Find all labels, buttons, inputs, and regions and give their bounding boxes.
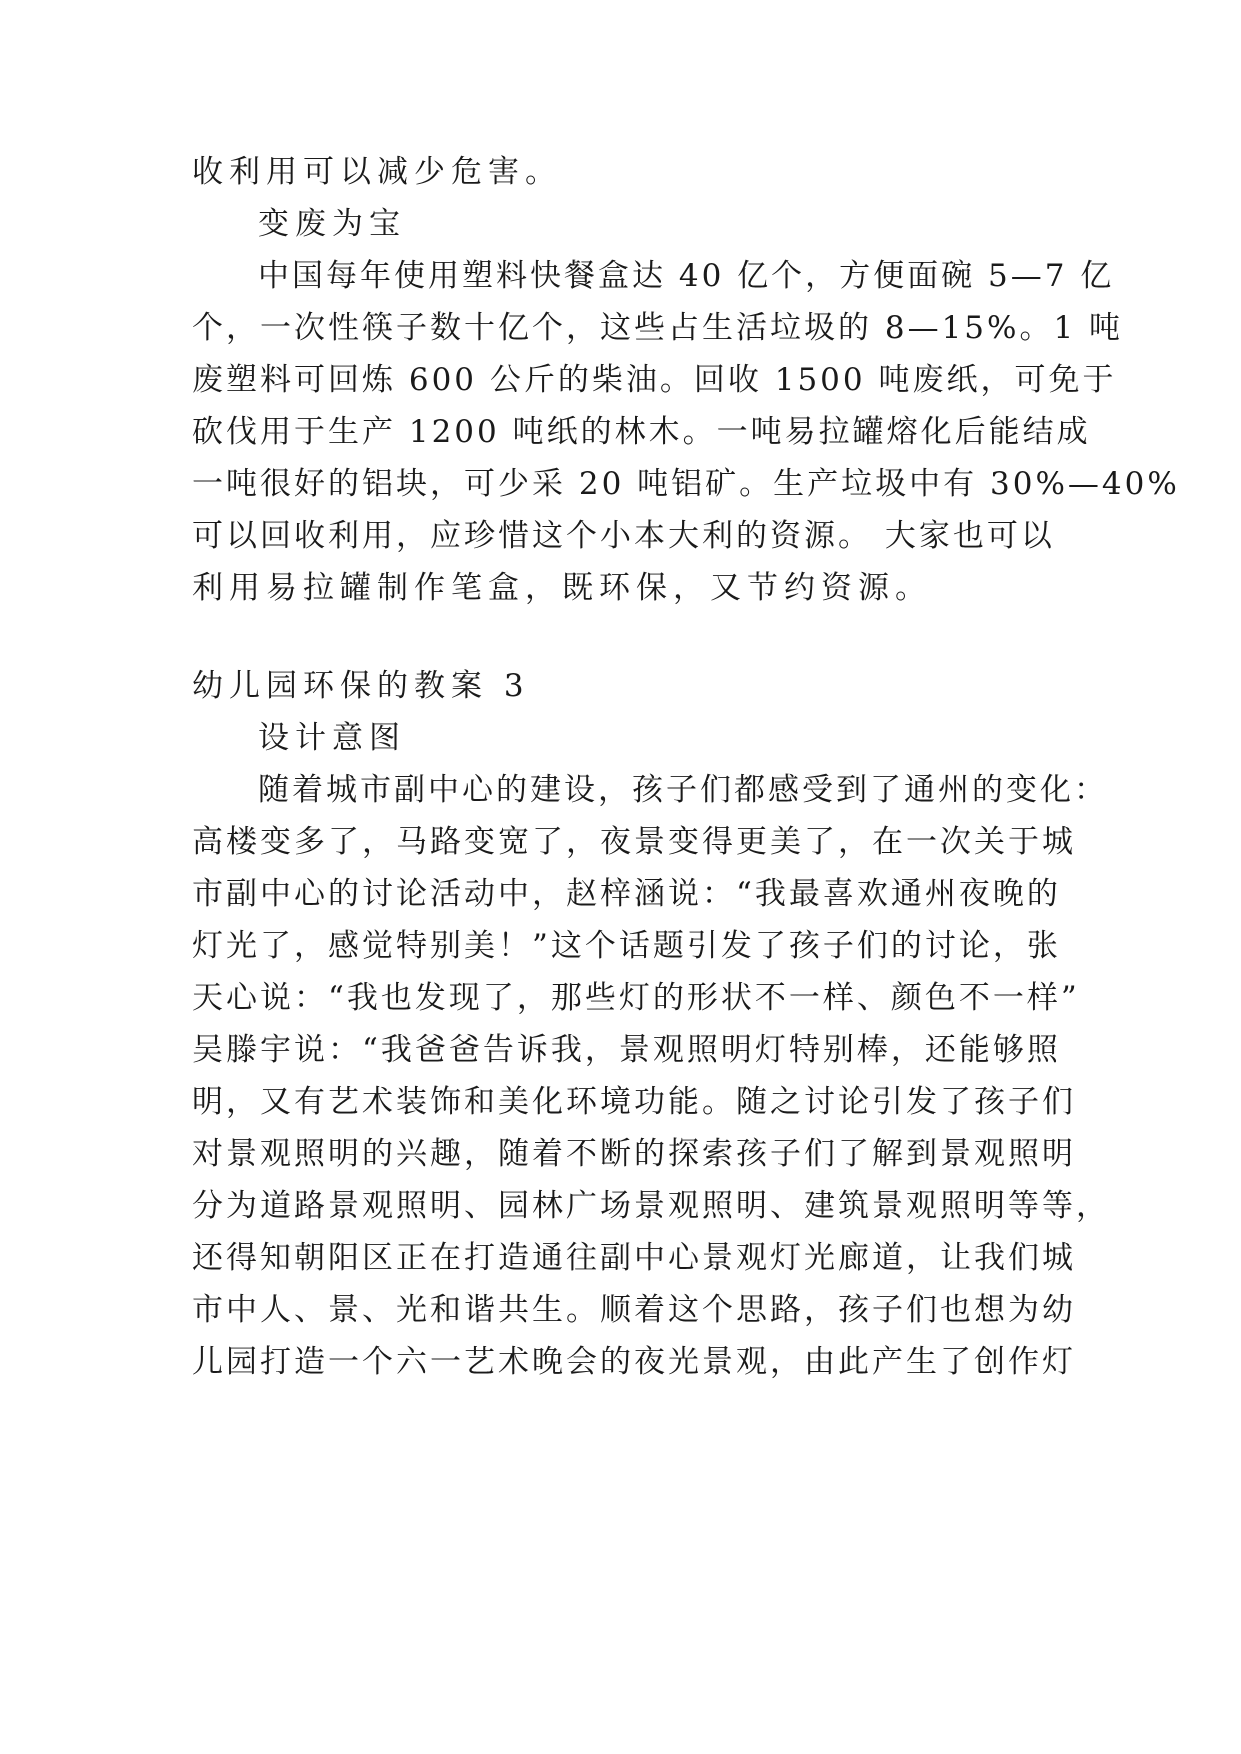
section-heading-design-intent: 设计意图 bbox=[258, 720, 406, 756]
paragraph-line: 市中人、景、光和谐共生。顺着这个思路，孩子们也想为幼 bbox=[192, 1292, 1076, 1328]
paragraph-line: 灯光了，感觉特别美！”这个话题引发了孩子们的讨论，张 bbox=[192, 928, 1061, 964]
continuation-text: 收利用可以减少危害。 bbox=[192, 154, 562, 190]
section-title: 幼儿园环保的教案 3 bbox=[192, 668, 530, 704]
paragraph-line: 随着城市副中心的建设，孩子们都感受到了通州的变化： bbox=[258, 772, 1108, 808]
paragraph-line: 天心说：“我也发现了，那些灯的形状不一样、颜色不一样” bbox=[192, 980, 1080, 1016]
paragraph-line: 利用易拉罐制作笔盒，既环保，又节约资源。 bbox=[192, 570, 932, 606]
paragraph-line: 一吨很好的铝块，可少采 20 吨铝矿。生产垃圾中有 30%—40% bbox=[192, 466, 1180, 502]
paragraph-line: 高楼变多了，马路变宽了，夜景变得更美了，在一次关于城 bbox=[192, 824, 1076, 860]
paragraph-line: 废塑料可回炼 600 公斤的柴油。回收 1500 吨废纸，可免于 bbox=[192, 362, 1117, 398]
paragraph-line: 儿园打造一个六一艺术晚会的夜光景观，由此产生了创作灯 bbox=[192, 1344, 1076, 1380]
paragraph-line: 中国每年使用塑料快餐盒达 40 亿个，方便面碗 5—7 亿 bbox=[258, 258, 1115, 294]
paragraph-line: 明，又有艺术装饰和美化环境功能。随之讨论引发了孩子们 bbox=[192, 1084, 1076, 1120]
paragraph-line: 还得知朝阳区正在打造通往副中心景观灯光廊道，让我们城 bbox=[192, 1240, 1076, 1276]
paragraph-line: 市副中心的讨论活动中，赵梓涵说：“我最喜欢通州夜晚的 bbox=[192, 876, 1061, 912]
paragraph-line: 分为道路景观照明、园林广场景观照明、建筑景观照明等等， bbox=[192, 1188, 1110, 1224]
section-heading-recycle: 变废为宝 bbox=[258, 206, 406, 242]
paragraph-line: 个，一次性筷子数十亿个，这些占生活垃圾的 8—15%。1 吨 bbox=[192, 310, 1124, 346]
paragraph-line: 吴滕宇说：“我爸爸告诉我，景观照明灯特别棒，还能够照 bbox=[192, 1032, 1061, 1068]
paragraph-line: 对景观照明的兴趣，随着不断的探索孩子们了解到景观照明 bbox=[192, 1136, 1076, 1172]
paragraph-line: 砍伐用于生产 1200 吨纸的林木。一吨易拉罐熔化后能结成 bbox=[192, 414, 1091, 450]
paragraph-line: 可以回收利用，应珍惜这个小本大利的资源。 大家也可以 bbox=[192, 518, 1055, 554]
